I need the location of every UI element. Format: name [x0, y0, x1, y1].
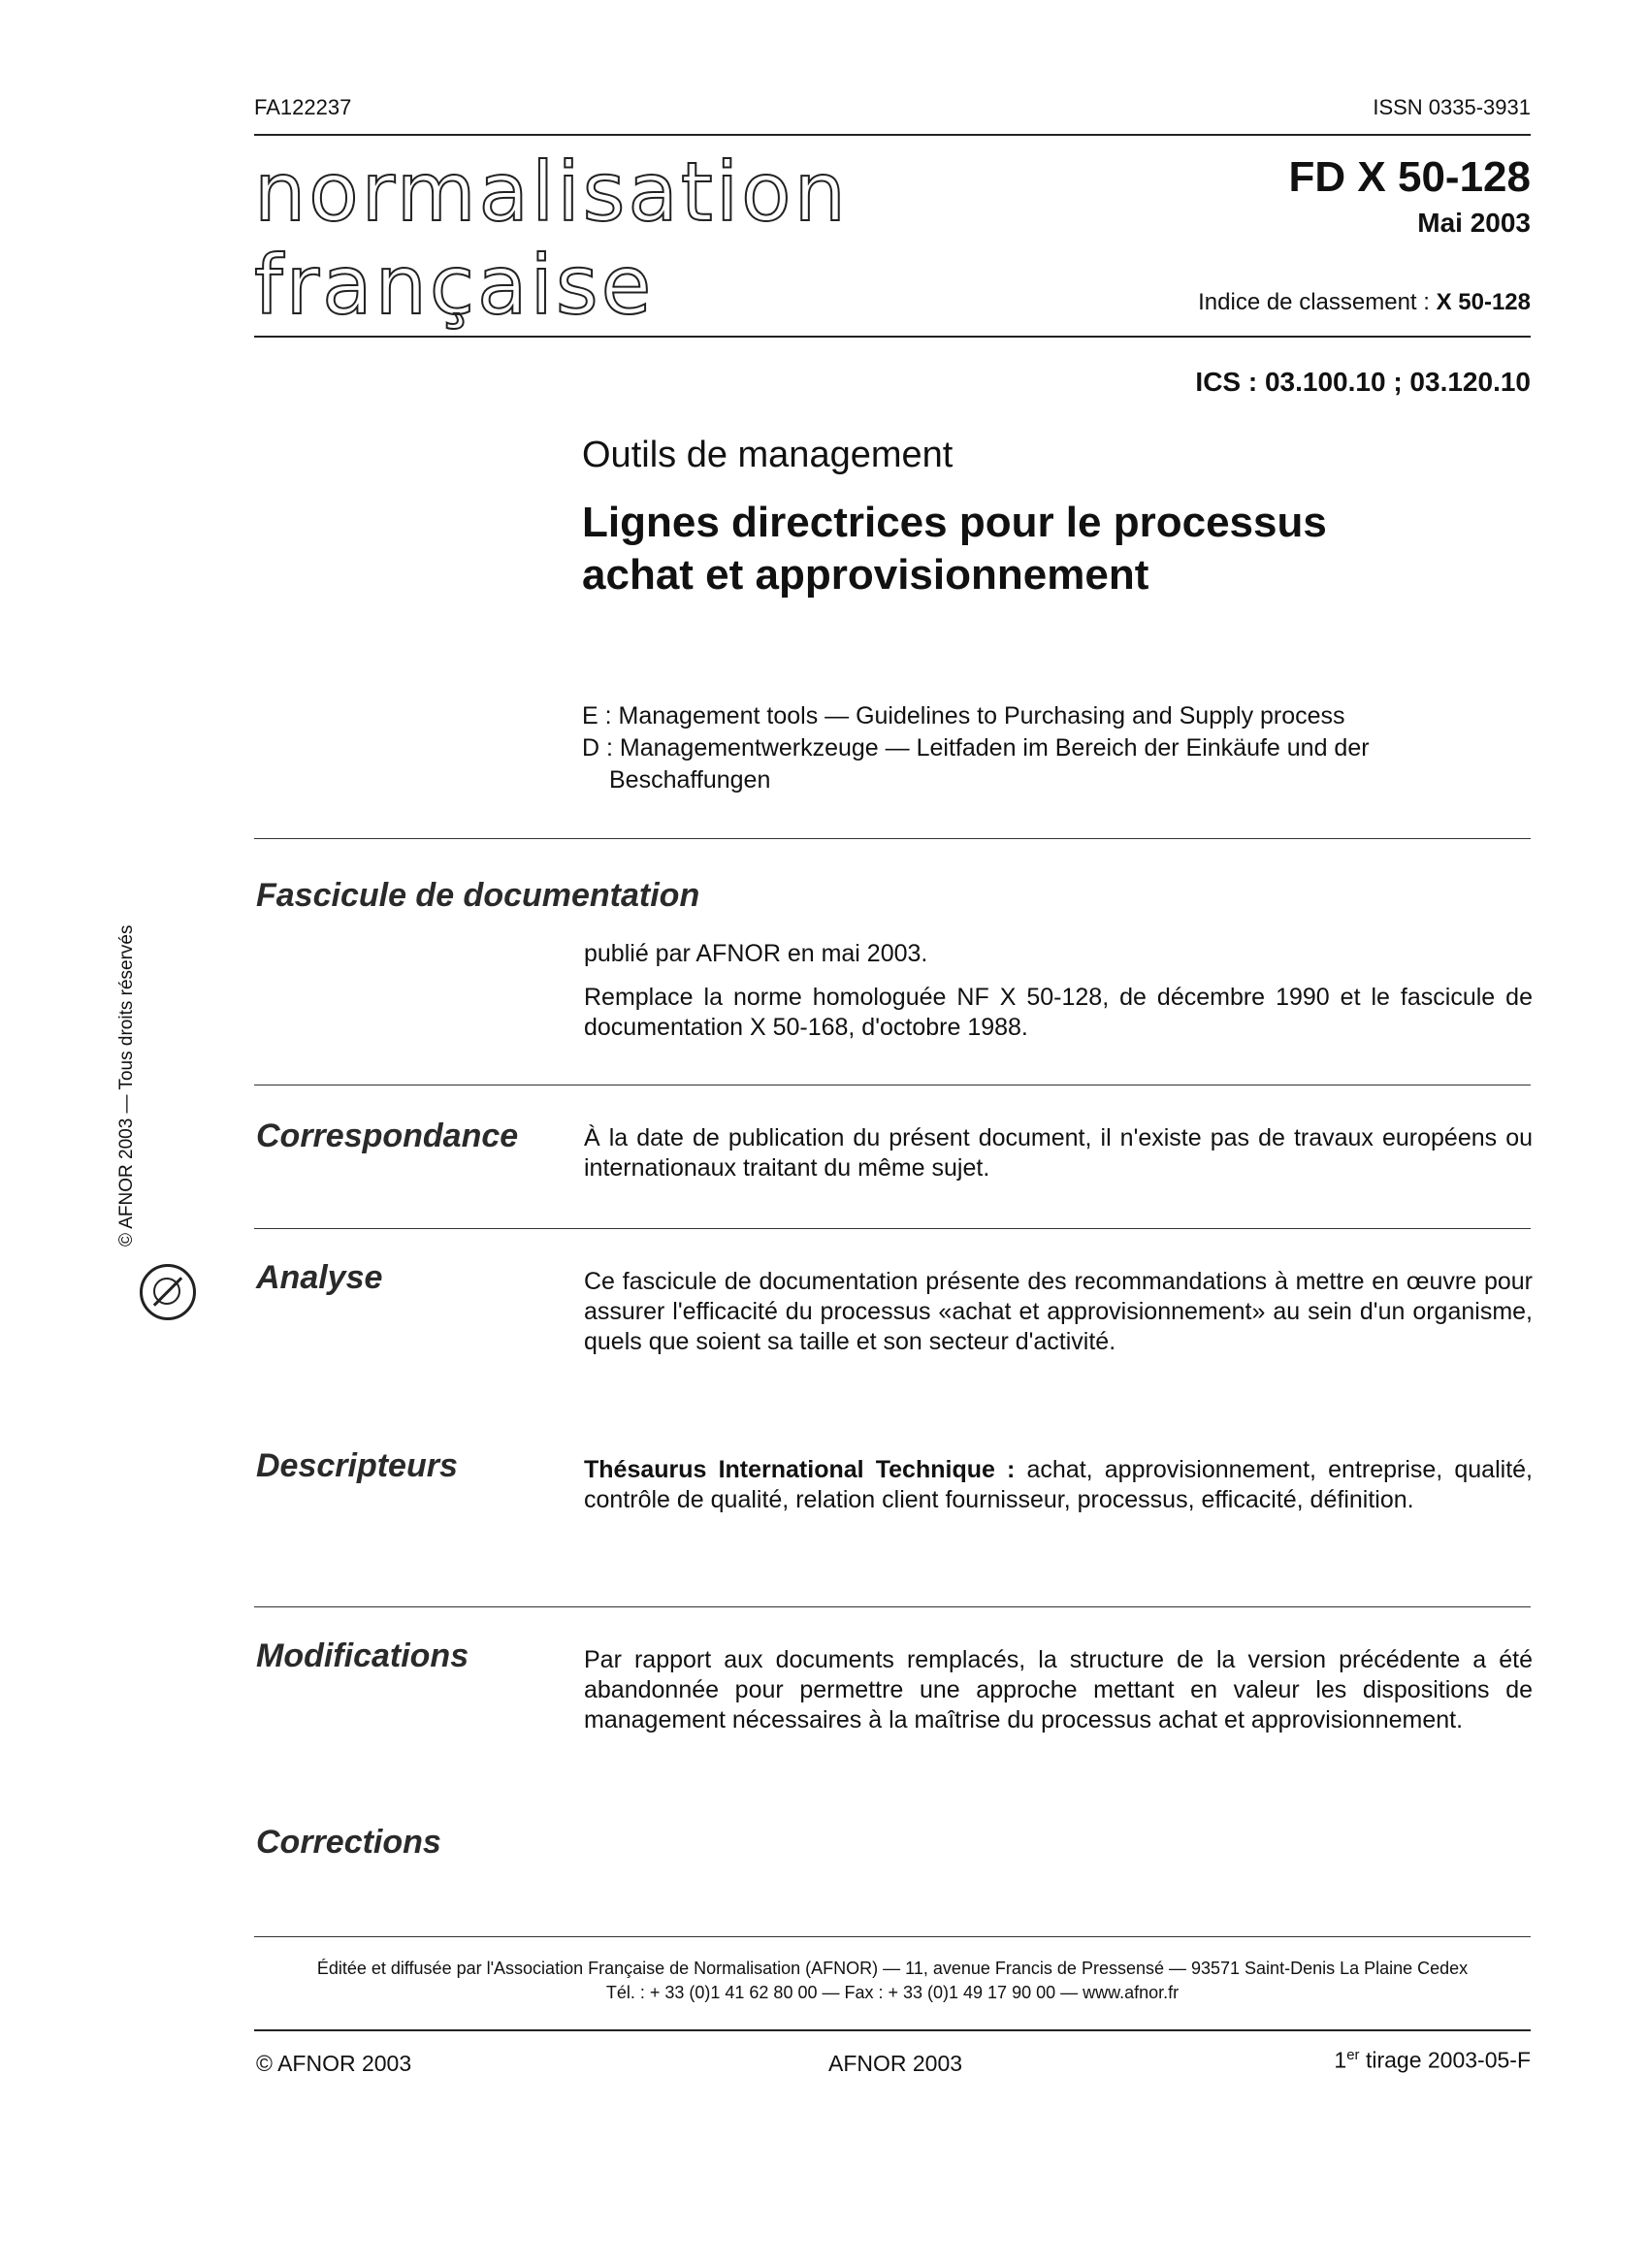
no-photocopy-icon: [140, 1264, 196, 1320]
german-title-line-1: D : Managementwerkzeuge — Leitfaden im Bereich der Einkäufe und der: [582, 734, 1370, 761]
document-date: Mai 2003: [1417, 208, 1531, 238]
document-subtitle: Outils de management: [582, 435, 954, 475]
analyse-text: Ce fascicule de documentation présente des recommandations à mettre en œuvre pour assurer l'efficacité du processus «achat et approvisionnement» au sein d'un organisme, quels que soient sa taille et son secteur d'activité.: [584, 1268, 1533, 1355]
publisher-address: Éditée et diffusée par l'Association Française de Normalisation (AFNOR) — 11, avenue Francis de Pressensé — 93571 Saint-Denis La Plaine Cedex: [316, 1959, 1469, 1978]
fascicule-replaces: Remplace la norme homologuée NF X 50-128, de décembre 1990 et le fascicule de documentation X 50-168, d'octobre 1988.: [584, 984, 1533, 1041]
ics-codes: ICS : 03.100.10 ; 03.120.10: [1195, 367, 1531, 397]
footer-publisher: AFNOR 2003: [828, 2051, 963, 2076]
document-reference: FA122237: [254, 95, 352, 119]
correspondance-text: À la date de publication du présent document, il n'existe pas de travaux européens ou internationaux traitant du même sujet.: [584, 1124, 1533, 1182]
header-rule: [254, 134, 1531, 136]
title-line-1: Lignes directrices pour le processus: [582, 499, 1327, 546]
section-rule: [254, 1606, 1531, 1607]
section-rule: [254, 838, 1531, 839]
indice-label: Indice de classement :: [1198, 289, 1437, 315]
section-body-analyse: [584, 1267, 1533, 1371]
footer-printing: [1334, 2047, 1531, 2074]
modifications-text: Par rapport aux documents remplacés, la structure de la version précédente a été abandonnée pour permettre une approche mettant en valeur les dispositions de management nécessaires à la maîtrise du processus achat et approvisionnement.: [584, 1646, 1533, 1733]
publisher-info: [254, 1957, 1531, 2005]
section-heading-analyse: Analyse: [256, 1259, 383, 1296]
printing-code: tirage 2003-05-F: [1359, 2047, 1531, 2073]
section-body-correspondance: [584, 1123, 1533, 1197]
side-copyright: © AFNOR 2003 — Tous droits réservés: [116, 924, 137, 1247]
brand-line-1: normalisation: [254, 145, 849, 240]
footer-bottom-rule: [254, 2029, 1531, 2031]
printing-ordinal: er: [1346, 2047, 1360, 2063]
indice-value: X 50-128: [1436, 289, 1531, 315]
descripteurs-thesaurus-label: Thésaurus International Technique :: [584, 1456, 1016, 1483]
section-body-descripteurs: [584, 1455, 1533, 1529]
document-number: FD X 50-128: [1288, 153, 1531, 201]
title-rule: [254, 336, 1531, 338]
fascicule-published: publié par AFNOR en mai 2003.: [584, 940, 928, 967]
brand-line-2: française: [254, 238, 655, 333]
german-title-line-2: Beschaffungen: [609, 766, 771, 794]
section-body-modifications: [584, 1645, 1533, 1749]
descripteurs-keywords: achat, approvisionnement, entreprise, qualité, contrôle de qualité, relation client fournisseur, processus, efficacité, définition.: [584, 1456, 1533, 1513]
section-rule: [254, 1228, 1531, 1229]
footer-copyright: © AFNOR 2003: [256, 2051, 412, 2076]
section-heading-fascicule: Fascicule de documentation: [256, 877, 700, 914]
section-body-fascicule: [584, 939, 1533, 1056]
document-title: [582, 497, 1455, 601]
translated-titles: [582, 700, 1533, 796]
footer-rule: [254, 1936, 1531, 1937]
classification-index: [1198, 289, 1531, 316]
section-heading-corrections: Corrections: [256, 1824, 441, 1861]
section-heading-modifications: Modifications: [256, 1637, 469, 1674]
publisher-contact: Tél. : + 33 (0)1 41 62 80 00 — Fax : + 33 (0)1 49 17 90 00 — www.afnor.fr: [605, 1983, 1180, 2002]
title-line-2: achat et approvisionnement: [582, 551, 1149, 599]
english-title: E : Management tools — Guidelines to Purchasing and Supply process: [582, 702, 1345, 729]
printing-number: 1: [1334, 2047, 1347, 2073]
section-heading-correspondance: Correspondance: [256, 1118, 519, 1154]
issn: ISSN 0335-3931: [1373, 95, 1531, 119]
section-heading-descripteurs: Descripteurs: [256, 1447, 458, 1484]
brand-logo: [254, 146, 849, 332]
